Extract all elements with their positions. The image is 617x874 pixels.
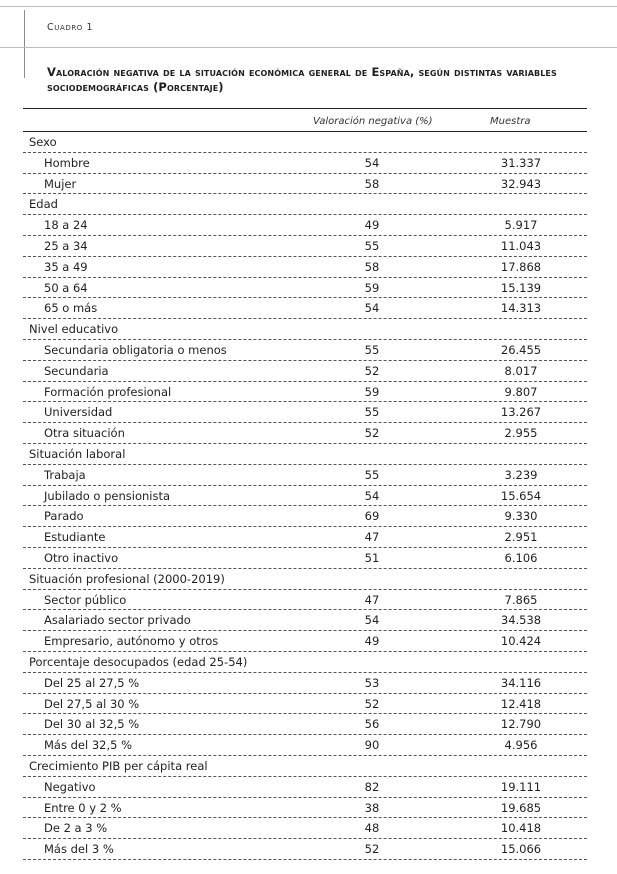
table-row [23, 402, 587, 423]
valoracion-value: 47 [364, 530, 380, 545]
muestra-value: 15.654 [500, 488, 542, 503]
valoracion-value: 52 [364, 696, 380, 711]
row-label: Asalariado sector privado [44, 613, 191, 628]
muestra-value: 10.424 [500, 634, 542, 649]
table-number-label: Cuadro 1 [47, 22, 94, 33]
valoracion-value: 38 [364, 800, 380, 815]
row-label: 18 a 24 [44, 218, 88, 233]
muestra-value: 17.868 [500, 259, 542, 274]
category-label: Situación laboral [29, 446, 126, 461]
row-label: Jubilado o pensionista [44, 488, 171, 503]
valoracion-value: 54 [364, 301, 380, 316]
table-row [23, 486, 587, 507]
muestra-value: 5.917 [504, 218, 538, 233]
table-body [23, 132, 587, 860]
muestra-value: 3.239 [504, 467, 538, 482]
valoracion-value: 58 [364, 176, 380, 191]
row-label: Secundaria [44, 363, 109, 378]
category-label: Porcentaje desocupados (edad 25-54) [29, 654, 248, 669]
muestra-value: 6.106 [504, 550, 538, 565]
category-row [23, 652, 587, 673]
table-row [23, 174, 587, 195]
row-label: Estudiante [44, 530, 106, 545]
row-label: Negativo [44, 779, 96, 794]
row-label: Universidad [44, 405, 113, 420]
table-row [23, 714, 587, 735]
valoracion-value: 59 [364, 384, 380, 399]
table-row [23, 548, 587, 569]
valoracion-value: 55 [364, 238, 380, 253]
table-row [23, 527, 587, 548]
valoracion-value: 54 [364, 155, 380, 170]
muestra-value: 12.790 [500, 717, 542, 732]
muestra-value: 9.807 [504, 384, 538, 399]
valoracion-value: 54 [364, 613, 380, 628]
row-label: De 2 a 3 % [44, 821, 108, 836]
table-row [23, 839, 587, 860]
muestra-value: 9.330 [504, 509, 538, 524]
row-label: 25 a 34 [44, 238, 88, 253]
row-label: Parado [44, 509, 84, 524]
valoracion-value: 54 [364, 488, 380, 503]
row-label: 65 o más [44, 301, 98, 316]
valoracion-value: 47 [364, 592, 380, 607]
muestra-value: 26.455 [500, 342, 542, 357]
muestra-value: 12.418 [500, 696, 542, 711]
table-row [23, 631, 587, 652]
row-label: Del 30 al 32,5 % [44, 717, 140, 732]
table-top-rule [23, 108, 587, 109]
valoracion-value: 82 [364, 779, 380, 794]
muestra-value: 10.418 [500, 821, 542, 836]
category-row [23, 194, 587, 215]
muestra-value: 14.313 [500, 301, 542, 316]
row-label: Mujer [44, 176, 77, 191]
table-header-row [23, 112, 587, 130]
muestra-value: 34.538 [500, 613, 542, 628]
row-label: Formación profesional [44, 384, 172, 399]
muestra-value: 8.017 [504, 363, 538, 378]
table-row [23, 610, 587, 631]
category-label: Nivel educativo [29, 322, 119, 337]
valoracion-value: 52 [364, 426, 380, 441]
valoracion-value: 56 [364, 717, 380, 732]
row-label: 50 a 64 [44, 280, 88, 295]
table-row [23, 236, 587, 257]
muestra-value: 4.956 [504, 738, 538, 753]
valoracion-value: 90 [364, 738, 380, 753]
row-label: Empresario, autónomo y otros [44, 634, 219, 649]
header-separator-rule [0, 47, 617, 48]
table-row [23, 590, 587, 611]
row-label: Del 25 al 27,5 % [44, 675, 140, 690]
table-row [23, 382, 587, 403]
table-row [23, 153, 587, 174]
row-label: Trabaja [44, 467, 86, 482]
column-header-valoracion: Valoración negativa (%) [313, 116, 433, 127]
valoracion-value: 52 [364, 842, 380, 857]
valoracion-value: 59 [364, 280, 380, 295]
category-row [23, 444, 587, 465]
table-row [23, 818, 587, 839]
valoracion-value: 55 [364, 405, 380, 420]
valoracion-value: 49 [364, 634, 380, 649]
margin-vertical-rule [24, 10, 25, 78]
row-label: Más del 3 % [44, 842, 114, 857]
row-label: Secundaria obligatoria o menos [44, 342, 227, 357]
category-row [23, 756, 587, 777]
valoracion-value: 69 [364, 509, 380, 524]
table-row [23, 777, 587, 798]
table-row [23, 423, 587, 444]
row-label: 35 a 49 [44, 259, 88, 274]
table-row [23, 361, 587, 382]
row-label: Otra situación [44, 426, 125, 441]
row-label: Entre 0 y 2 % [44, 800, 122, 815]
table-row [23, 465, 587, 486]
table-row [23, 298, 587, 319]
muestra-value: 15.139 [500, 280, 542, 295]
valoracion-value: 55 [364, 342, 380, 357]
muestra-value: 19.111 [500, 779, 542, 794]
valoracion-value: 55 [364, 467, 380, 482]
muestra-value: 19.685 [500, 800, 542, 815]
column-header-muestra: Muestra [490, 116, 531, 127]
table-row [23, 798, 587, 819]
category-row [23, 569, 587, 590]
row-label: Sector público [44, 592, 127, 607]
table-row [23, 673, 587, 694]
table-row [23, 694, 587, 715]
muestra-value: 11.043 [500, 238, 542, 253]
muestra-value: 7.865 [504, 592, 538, 607]
muestra-value: 15.066 [500, 842, 542, 857]
muestra-value: 34.116 [500, 675, 542, 690]
valoracion-value: 52 [364, 363, 380, 378]
table-row [23, 278, 587, 299]
muestra-value: 2.955 [504, 426, 538, 441]
top-rule [0, 6, 617, 7]
category-label: Sexo [29, 135, 57, 149]
valoracion-value: 48 [364, 821, 380, 836]
table-row [23, 215, 587, 236]
category-label: Situación profesional (2000-2019) [29, 571, 225, 586]
category-label: Crecimiento PIB per cápita real [29, 758, 208, 773]
valoracion-value: 58 [364, 259, 380, 274]
row-label: Del 27,5 al 30 % [44, 696, 140, 711]
muestra-value: 31.337 [500, 155, 542, 170]
category-label: Edad [29, 197, 58, 212]
valoracion-value: 49 [364, 218, 380, 233]
table-row [23, 735, 587, 756]
row-label: Hombre [44, 155, 90, 170]
table-row [23, 340, 587, 361]
valoracion-value: 51 [364, 550, 380, 565]
category-row [23, 319, 587, 340]
table-title: Valoración negativa de la situación económica general de España, según distintas variables sociodemográficas (Porcentaje) [47, 65, 557, 94]
row-label: Más del 32,5 % [44, 738, 133, 753]
row-label: Otro inactivo [44, 550, 119, 565]
muestra-value: 13.267 [500, 405, 542, 420]
muestra-value: 32.943 [500, 176, 542, 191]
valoracion-value: 53 [364, 675, 380, 690]
table-row [23, 257, 587, 278]
table-row [23, 506, 587, 527]
category-row [23, 132, 587, 153]
muestra-value: 2.951 [504, 530, 538, 545]
